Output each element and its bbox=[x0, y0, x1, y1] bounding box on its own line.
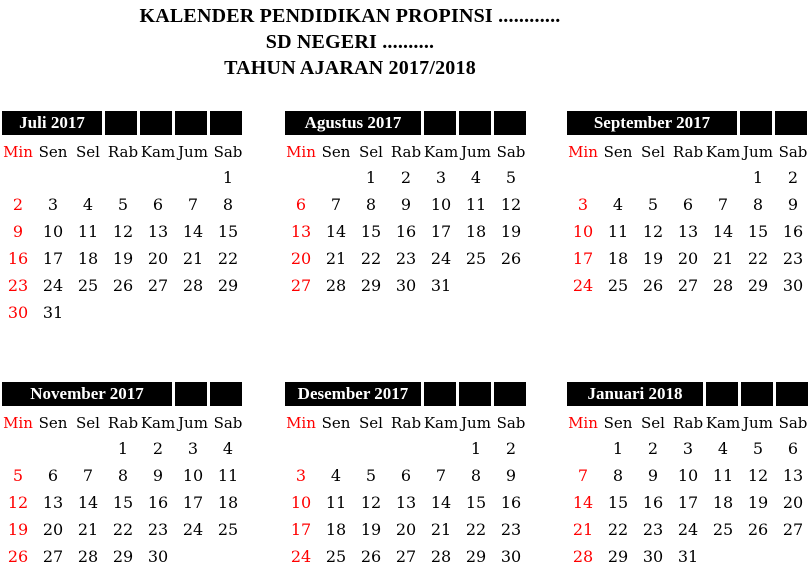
day-cell: 21 bbox=[182, 249, 204, 268]
day-cell: 12 bbox=[500, 195, 522, 214]
day-cell: 14 bbox=[572, 493, 594, 512]
day-cell: 13 bbox=[290, 222, 312, 241]
day-cell: 19 bbox=[642, 249, 664, 268]
day-cell: 16 bbox=[782, 222, 804, 241]
day-cell: 12 bbox=[642, 222, 664, 241]
day-cell: 29 bbox=[112, 547, 134, 566]
day-cell: 31 bbox=[677, 547, 699, 566]
day-cell: 27 bbox=[395, 547, 417, 566]
day-cell: 16 bbox=[500, 493, 522, 512]
day-cell: 24 bbox=[42, 276, 64, 295]
day-cell: 15 bbox=[747, 222, 769, 241]
weekday-label: Min bbox=[3, 143, 33, 161]
weekday-label: Min bbox=[286, 414, 316, 432]
day-cell: 19 bbox=[360, 520, 382, 539]
day-cell: 4 bbox=[717, 439, 729, 458]
weekday-label: Rab bbox=[107, 143, 139, 161]
weekday-label: Kam bbox=[423, 414, 459, 432]
day-cell: 3 bbox=[295, 466, 307, 485]
month-3 bbox=[2, 382, 248, 572]
day-cell: 29 bbox=[465, 547, 487, 566]
day-cell: 15 bbox=[360, 222, 382, 241]
title-line-1: KALENDER PENDIDIKAN PROPINSI ............ bbox=[139, 5, 561, 27]
header-block bbox=[740, 111, 772, 135]
month-1 bbox=[285, 111, 531, 301]
day-cell: 20 bbox=[782, 493, 804, 512]
weekday-label: Min bbox=[568, 414, 598, 432]
weekday-label: Sab bbox=[496, 143, 526, 161]
day-cell: 18 bbox=[712, 493, 734, 512]
day-cell: 26 bbox=[112, 276, 134, 295]
day-cell: 27 bbox=[782, 520, 804, 539]
day-cell: 29 bbox=[607, 547, 629, 566]
day-cell: 14 bbox=[712, 222, 734, 241]
day-cell: 22 bbox=[607, 520, 629, 539]
header-block bbox=[210, 382, 242, 406]
day-cell: 19 bbox=[500, 222, 522, 241]
weekday-label: Rab bbox=[107, 414, 139, 432]
weekday-label: Rab bbox=[672, 143, 704, 161]
day-cell: 2 bbox=[152, 439, 164, 458]
title-line-3: TAHUN AJARAN 2017/2018 bbox=[224, 57, 476, 79]
day-cell: 14 bbox=[430, 493, 452, 512]
day-cell: 4 bbox=[82, 195, 94, 214]
day-cell: 5 bbox=[647, 195, 659, 214]
day-cell: 12 bbox=[747, 466, 769, 485]
weekday-label: Sab bbox=[778, 143, 808, 161]
day-cell: 3 bbox=[682, 439, 694, 458]
header-block bbox=[494, 111, 526, 135]
day-cell: 18 bbox=[465, 222, 487, 241]
header-block bbox=[741, 382, 773, 406]
day-cell: 3 bbox=[187, 439, 199, 458]
day-cell: 13 bbox=[395, 493, 417, 512]
day-cell: 7 bbox=[577, 466, 589, 485]
day-cell: 23 bbox=[642, 520, 664, 539]
day-cell: 13 bbox=[42, 493, 64, 512]
day-cell: 17 bbox=[290, 520, 312, 539]
header-block bbox=[494, 382, 526, 406]
day-cell: 8 bbox=[612, 466, 624, 485]
day-cell: 27 bbox=[290, 276, 312, 295]
weekday-label: Jum bbox=[178, 143, 208, 161]
day-cell: 2 bbox=[12, 195, 24, 214]
day-cell: 11 bbox=[465, 195, 487, 214]
day-cell: 10 bbox=[42, 222, 64, 241]
weekday-label: Kam bbox=[705, 414, 741, 432]
weekday-label: Jum bbox=[178, 414, 208, 432]
day-cell: 23 bbox=[395, 249, 417, 268]
day-cell: 30 bbox=[782, 276, 804, 295]
day-cell: 28 bbox=[712, 276, 734, 295]
day-cell: 20 bbox=[147, 249, 169, 268]
day-cell: 27 bbox=[42, 547, 64, 566]
header-block bbox=[175, 382, 207, 406]
weekday-label: Sab bbox=[496, 414, 526, 432]
day-cell: 20 bbox=[677, 249, 699, 268]
weekday-label: Sen bbox=[38, 414, 68, 432]
day-cell: 22 bbox=[465, 520, 487, 539]
day-cell: 13 bbox=[147, 222, 169, 241]
weekday-label: Sel bbox=[359, 143, 383, 161]
month-name: Juli 2017 bbox=[2, 111, 102, 135]
day-cell: 17 bbox=[182, 493, 204, 512]
day-cell: 30 bbox=[7, 303, 29, 322]
day-cell: 1 bbox=[222, 168, 234, 187]
header-block bbox=[706, 382, 738, 406]
month-name: Januari 2018 bbox=[567, 382, 703, 406]
day-cell: 3 bbox=[577, 195, 589, 214]
month-0 bbox=[2, 111, 248, 322]
month-name: November 2017 bbox=[2, 382, 172, 406]
day-cell: 4 bbox=[612, 195, 624, 214]
weekday-label: Min bbox=[568, 143, 598, 161]
day-cell: 28 bbox=[77, 547, 99, 566]
weekday-label: Sab bbox=[213, 414, 243, 432]
header-block bbox=[210, 111, 242, 135]
month-5 bbox=[567, 382, 811, 572]
day-cell: 25 bbox=[217, 520, 239, 539]
day-cell: 8 bbox=[365, 195, 377, 214]
month-4 bbox=[285, 382, 531, 572]
day-cell: 28 bbox=[325, 276, 347, 295]
day-cell: 7 bbox=[187, 195, 199, 214]
day-cell: 1 bbox=[117, 439, 129, 458]
month-header bbox=[285, 111, 531, 135]
day-cell: 23 bbox=[147, 520, 169, 539]
day-cell: 8 bbox=[222, 195, 234, 214]
day-cell: 2 bbox=[400, 168, 412, 187]
day-cell: 21 bbox=[572, 520, 594, 539]
day-cell: 14 bbox=[77, 493, 99, 512]
day-cell: 31 bbox=[42, 303, 64, 322]
weekday-label: Sab bbox=[213, 143, 243, 161]
day-cell: 23 bbox=[782, 249, 804, 268]
header-block bbox=[424, 382, 456, 406]
header-block bbox=[175, 111, 207, 135]
weekday-label: Kam bbox=[140, 414, 176, 432]
header-block bbox=[459, 111, 491, 135]
month-name: Agustus 2017 bbox=[285, 111, 421, 135]
day-cell: 9 bbox=[12, 222, 24, 241]
day-cell: 1 bbox=[752, 168, 764, 187]
day-cell: 11 bbox=[217, 466, 239, 485]
month-name: Desember 2017 bbox=[285, 382, 421, 406]
day-cell: 4 bbox=[222, 439, 234, 458]
weekday-label: Min bbox=[286, 143, 316, 161]
day-cell: 5 bbox=[505, 168, 517, 187]
day-cell: 18 bbox=[325, 520, 347, 539]
day-cell: 15 bbox=[217, 222, 239, 241]
day-cell: 9 bbox=[152, 466, 164, 485]
day-cell: 18 bbox=[77, 249, 99, 268]
header-block bbox=[140, 111, 172, 135]
day-cell: 22 bbox=[747, 249, 769, 268]
day-cell: 26 bbox=[500, 249, 522, 268]
day-cell: 5 bbox=[117, 195, 129, 214]
day-cell: 2 bbox=[787, 168, 799, 187]
weekday-label: Sel bbox=[76, 143, 100, 161]
weekday-label: Sel bbox=[359, 414, 383, 432]
day-cell: 22 bbox=[112, 520, 134, 539]
weekday-label: Jum bbox=[461, 143, 491, 161]
day-cell: 30 bbox=[642, 547, 664, 566]
day-cell: 11 bbox=[325, 493, 347, 512]
day-cell: 10 bbox=[290, 493, 312, 512]
day-cell: 17 bbox=[42, 249, 64, 268]
day-cell: 8 bbox=[752, 195, 764, 214]
day-cell: 17 bbox=[430, 222, 452, 241]
weekday-label: Sel bbox=[641, 143, 665, 161]
header-block bbox=[424, 111, 456, 135]
day-cell: 1 bbox=[365, 168, 377, 187]
day-cell: 30 bbox=[147, 547, 169, 566]
day-cell: 15 bbox=[465, 493, 487, 512]
day-cell: 6 bbox=[682, 195, 694, 214]
weekday-label: Jum bbox=[461, 414, 491, 432]
day-cell: 24 bbox=[290, 547, 312, 566]
day-cell: 25 bbox=[325, 547, 347, 566]
day-cell: 29 bbox=[217, 276, 239, 295]
day-cell: 24 bbox=[572, 276, 594, 295]
day-cell: 9 bbox=[400, 195, 412, 214]
day-cell: 27 bbox=[677, 276, 699, 295]
day-cell: 14 bbox=[182, 222, 204, 241]
day-cell: 26 bbox=[747, 520, 769, 539]
day-cell: 28 bbox=[572, 547, 594, 566]
day-cell: 6 bbox=[400, 466, 412, 485]
month-2 bbox=[567, 111, 811, 301]
day-cell: 3 bbox=[435, 168, 447, 187]
title-line-2: SD NEGERI .......... bbox=[265, 31, 435, 53]
day-cell: 8 bbox=[117, 466, 129, 485]
day-cell: 13 bbox=[677, 222, 699, 241]
day-cell: 10 bbox=[182, 466, 204, 485]
day-cell: 5 bbox=[12, 466, 24, 485]
day-cell: 25 bbox=[607, 276, 629, 295]
day-cell: 5 bbox=[752, 439, 764, 458]
day-cell: 6 bbox=[152, 195, 164, 214]
day-cell: 28 bbox=[430, 547, 452, 566]
weekday-label: Sel bbox=[641, 414, 665, 432]
day-cell: 23 bbox=[7, 276, 29, 295]
month-name: September 2017 bbox=[567, 111, 737, 135]
day-cell: 9 bbox=[787, 195, 799, 214]
weekday-label: Kam bbox=[423, 143, 459, 161]
day-cell: 20 bbox=[395, 520, 417, 539]
day-cell: 14 bbox=[325, 222, 347, 241]
day-cell: 30 bbox=[395, 276, 417, 295]
weekday-label: Kam bbox=[705, 143, 741, 161]
day-cell: 7 bbox=[82, 466, 94, 485]
day-cell: 18 bbox=[217, 493, 239, 512]
day-cell: 12 bbox=[360, 493, 382, 512]
day-cell: 11 bbox=[607, 222, 629, 241]
day-cell: 17 bbox=[572, 249, 594, 268]
day-cell: 26 bbox=[642, 276, 664, 295]
day-cell: 22 bbox=[360, 249, 382, 268]
day-cell: 1 bbox=[612, 439, 624, 458]
day-cell: 20 bbox=[290, 249, 312, 268]
day-cell: 8 bbox=[470, 466, 482, 485]
day-cell: 23 bbox=[500, 520, 522, 539]
day-cell: 16 bbox=[7, 249, 29, 268]
day-cell: 15 bbox=[112, 493, 134, 512]
day-cell: 9 bbox=[647, 466, 659, 485]
day-cell: 3 bbox=[47, 195, 59, 214]
day-cell: 7 bbox=[435, 466, 447, 485]
day-cell: 27 bbox=[147, 276, 169, 295]
weekday-label: Kam bbox=[140, 143, 176, 161]
day-cell: 7 bbox=[717, 195, 729, 214]
header-block bbox=[776, 382, 808, 406]
day-cell: 10 bbox=[430, 195, 452, 214]
weekday-label: Rab bbox=[390, 414, 422, 432]
day-cell: 2 bbox=[647, 439, 659, 458]
day-cell: 21 bbox=[712, 249, 734, 268]
day-cell: 13 bbox=[782, 466, 804, 485]
day-cell: 24 bbox=[677, 520, 699, 539]
weekday-label: Jum bbox=[743, 414, 773, 432]
weekday-label: Rab bbox=[390, 143, 422, 161]
month-header bbox=[2, 382, 248, 406]
day-cell: 19 bbox=[747, 493, 769, 512]
day-cell: 20 bbox=[42, 520, 64, 539]
weekday-label: Min bbox=[3, 414, 33, 432]
day-cell: 12 bbox=[7, 493, 29, 512]
day-cell: 7 bbox=[330, 195, 342, 214]
day-cell: 30 bbox=[500, 547, 522, 566]
weekday-label: Sen bbox=[38, 143, 68, 161]
day-cell: 5 bbox=[365, 466, 377, 485]
day-cell: 10 bbox=[677, 466, 699, 485]
day-cell: 19 bbox=[112, 249, 134, 268]
weekday-label: Sab bbox=[778, 414, 808, 432]
weekday-label: Sel bbox=[76, 414, 100, 432]
day-cell: 18 bbox=[607, 249, 629, 268]
day-cell: 6 bbox=[787, 439, 799, 458]
month-header bbox=[285, 382, 531, 406]
day-cell: 21 bbox=[430, 520, 452, 539]
day-cell: 6 bbox=[295, 195, 307, 214]
day-cell: 12 bbox=[112, 222, 134, 241]
day-cell: 29 bbox=[360, 276, 382, 295]
day-cell: 16 bbox=[147, 493, 169, 512]
header-block bbox=[459, 382, 491, 406]
day-cell: 9 bbox=[505, 466, 517, 485]
header-block bbox=[775, 111, 807, 135]
day-cell: 16 bbox=[642, 493, 664, 512]
weekday-label: Sen bbox=[321, 143, 351, 161]
month-header bbox=[567, 382, 811, 406]
day-cell: 1 bbox=[470, 439, 482, 458]
day-cell: 31 bbox=[430, 276, 452, 295]
day-cell: 19 bbox=[7, 520, 29, 539]
day-cell: 29 bbox=[747, 276, 769, 295]
day-cell: 6 bbox=[47, 466, 59, 485]
header-block bbox=[105, 111, 137, 135]
month-header bbox=[567, 111, 811, 135]
day-cell: 11 bbox=[712, 466, 734, 485]
day-cell: 26 bbox=[360, 547, 382, 566]
day-cell: 22 bbox=[217, 249, 239, 268]
day-cell: 10 bbox=[572, 222, 594, 241]
day-cell: 4 bbox=[470, 168, 482, 187]
day-cell: 21 bbox=[77, 520, 99, 539]
weekday-label: Rab bbox=[672, 414, 704, 432]
month-header bbox=[2, 111, 248, 135]
weekday-label: Sen bbox=[603, 414, 633, 432]
day-cell: 25 bbox=[465, 249, 487, 268]
day-cell: 17 bbox=[677, 493, 699, 512]
weekday-label: Jum bbox=[743, 143, 773, 161]
day-cell: 21 bbox=[325, 249, 347, 268]
weekday-label: Sen bbox=[603, 143, 633, 161]
day-cell: 28 bbox=[182, 276, 204, 295]
day-cell: 2 bbox=[505, 439, 517, 458]
weekday-label: Sen bbox=[321, 414, 351, 432]
day-cell: 25 bbox=[77, 276, 99, 295]
day-cell: 16 bbox=[395, 222, 417, 241]
day-cell: 15 bbox=[607, 493, 629, 512]
day-cell: 24 bbox=[430, 249, 452, 268]
day-cell: 11 bbox=[77, 222, 99, 241]
day-cell: 24 bbox=[182, 520, 204, 539]
day-cell: 25 bbox=[712, 520, 734, 539]
day-cell: 26 bbox=[7, 547, 29, 566]
day-cell: 4 bbox=[330, 466, 342, 485]
